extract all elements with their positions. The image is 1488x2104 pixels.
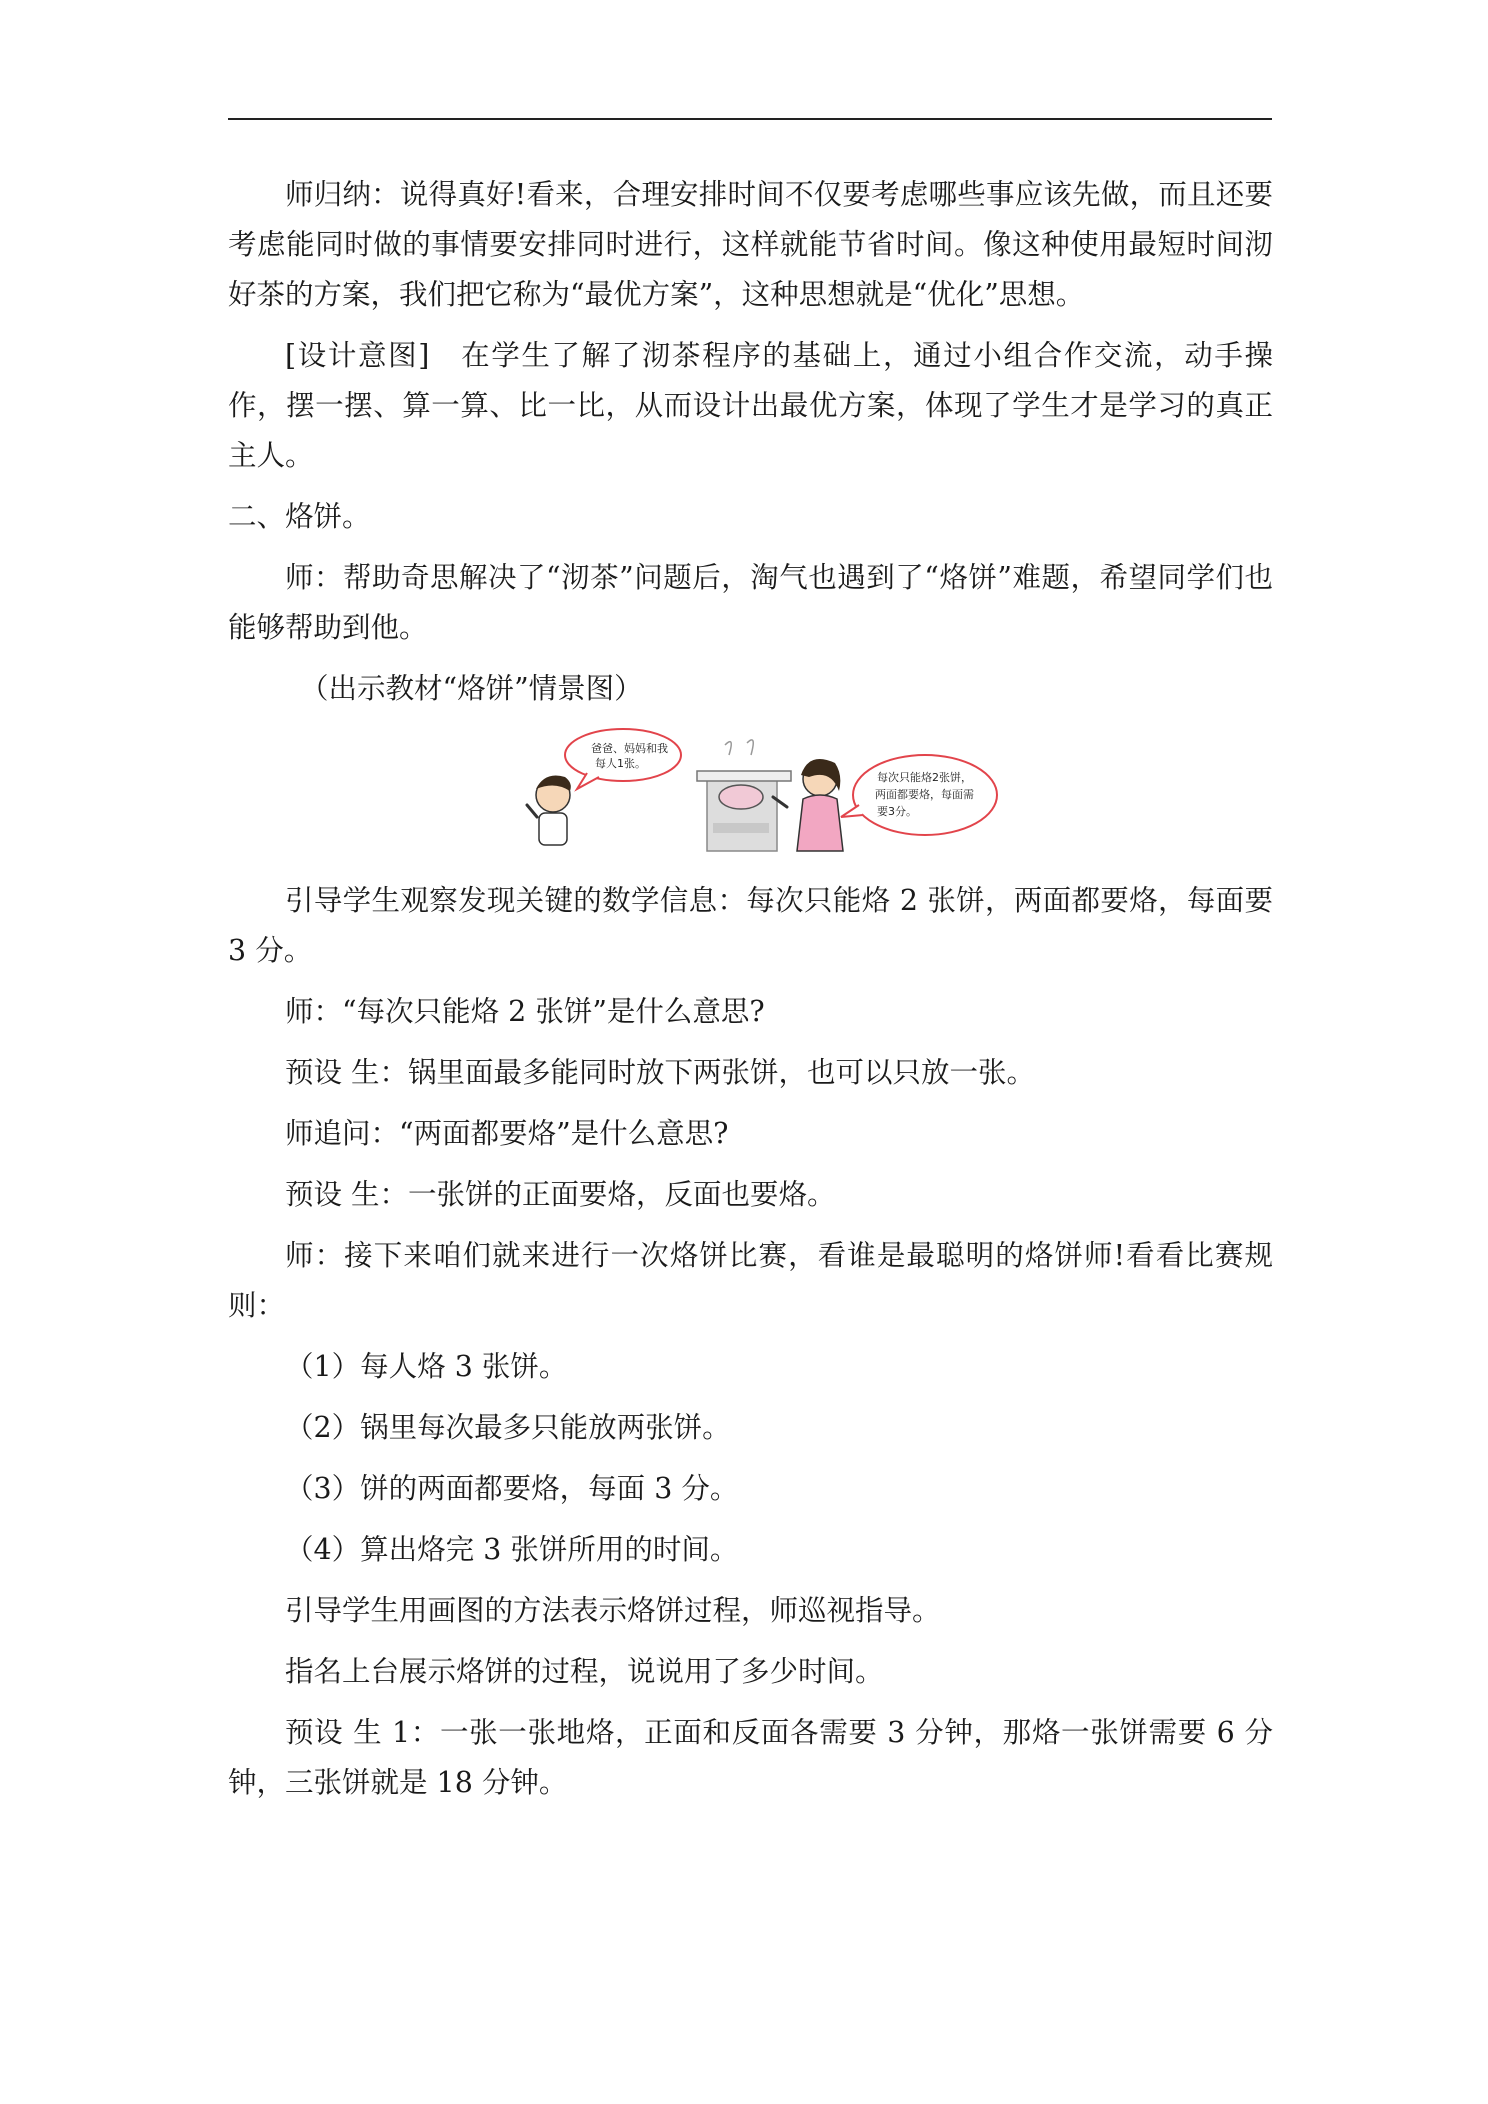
paragraph-answer-student-1: 预设 生 1：一张一张地烙，正面和反面各需要 3 分钟，那烙一张饼需要 6 分钟，三张饼就是 18 分钟。 — [228, 1716, 1273, 1799]
boy-bubble-line-1: 爸爸、妈妈和我 — [591, 742, 668, 755]
rule-item-1: （1）每人烙 3 张饼。 — [285, 1350, 568, 1383]
boy-speech-bubble — [565, 729, 681, 789]
paragraph-guide-drawing: 引导学生用画图的方法表示烙饼过程，师巡视指导。 — [285, 1594, 941, 1627]
pancake-scene-illustration — [525, 725, 1005, 855]
pancake-scene-figure — [228, 725, 1273, 855]
mom-bubble-line-1: 每次只能烙2张饼， — [877, 771, 972, 784]
document-body — [228, 170, 1273, 1819]
paragraph-contest-rules-intro: 师：接下来咱们就来进行一次烙饼比赛，看谁是最聪明的烙饼师!看看比赛规则： — [228, 1239, 1273, 1322]
paragraph-teacher-intro: 师：帮助奇思解决了“沏茶”问题后，淘气也遇到了“烙饼”难题，希望同学们也能够帮助到他。 — [228, 561, 1273, 644]
paragraph-question-1: 师：“每次只能烙 2 张饼”是什么意思? — [285, 995, 765, 1028]
boy-illustration — [527, 776, 571, 846]
stove-illustration — [697, 740, 791, 851]
paragraph-question-2: 师追问：“两面都要烙”是什么意思? — [285, 1117, 729, 1150]
paragraph-answer-2: 预设 生：一张饼的正面要烙，反面也要烙。 — [285, 1178, 836, 1211]
boy-bubble-line-2: 每人1张。 — [595, 757, 646, 770]
section-heading: 二、烙饼。 — [228, 500, 371, 533]
mom-speech-bubble — [841, 755, 997, 835]
paragraph-key-info: 引导学生观察发现关键的数学信息：每次只能烙 2 张饼，两面都要烙，每面要 3 分。 — [228, 884, 1273, 967]
paragraph-show-process: 指名上台展示烙饼的过程，说说用了多少时间。 — [285, 1655, 884, 1688]
mom-bubble-line-2: 两面都要烙，每面需 — [875, 788, 974, 801]
mom-bubble-line-3: 要3分。 — [877, 805, 917, 818]
rule-item-2: （2）锅里每次最多只能放两张饼。 — [285, 1411, 731, 1444]
paragraph-design-intent: [设计意图] 在学生了解了沏茶程序的基础上，通过小组合作交流，动手操作，摆一摆、算一算、比一比，从而设计出最优方案，体现了学生才是学习的真正主人。 — [228, 339, 1273, 472]
rule-item-3: （3）饼的两面都要烙，每面 3 分。 — [285, 1472, 739, 1505]
header-rule — [228, 118, 1272, 120]
rule-item-4: （4）算出烙完 3 张饼所用的时间。 — [285, 1533, 739, 1566]
paragraph-answer-1: 预设 生：锅里面最多能同时放下两张饼，也可以只放一张。 — [285, 1056, 1036, 1089]
paragraph-show-figure: （出示教材“烙饼”情景图） — [300, 672, 643, 705]
paragraph-summary: 师归纳：说得真好!看来，合理安排时间不仅要考虑哪些事应该先做，而且还要考虑能同时做的事情要安排同时进行，这样就能节省时间。像这种使用最短时间沏好茶的方案，我们把它称为“最优方案”，这种思想就是“优化”思想。 — [228, 178, 1273, 311]
